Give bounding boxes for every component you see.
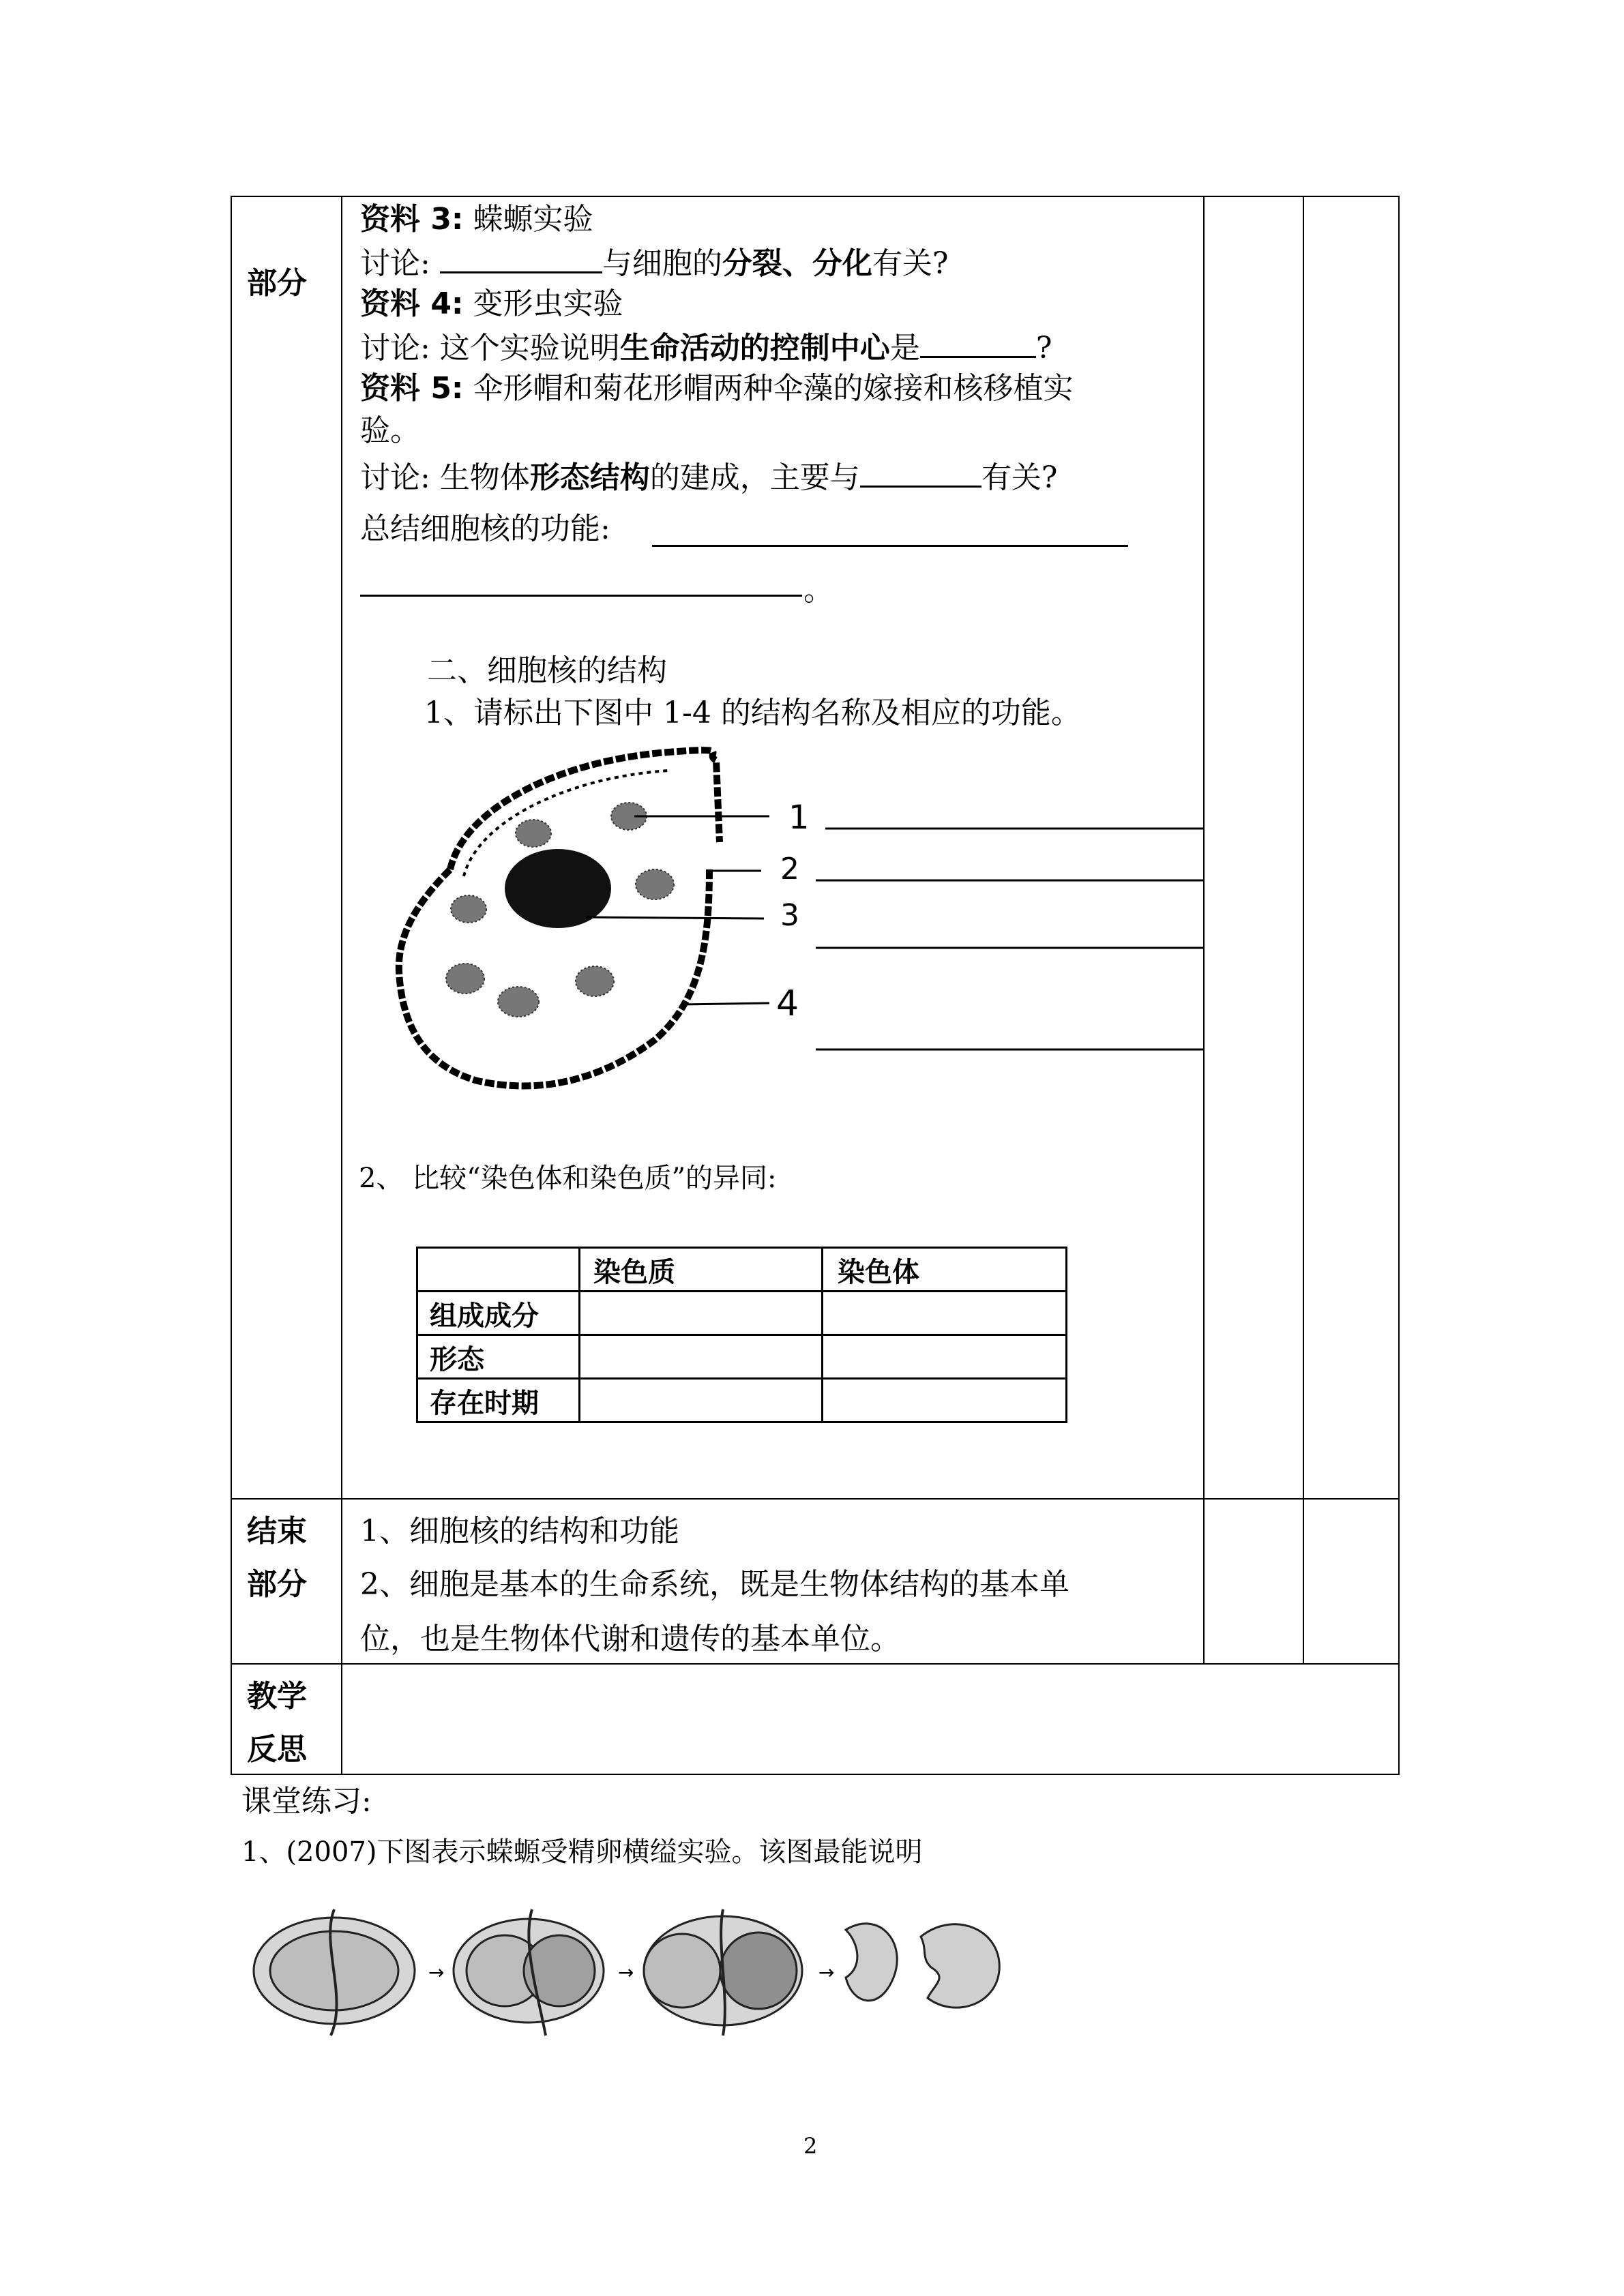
page-number: 2 [803, 2133, 818, 2159]
summary-prefix: 总结细胞核的功能: [360, 511, 610, 546]
discussion-3 [360, 244, 948, 282]
discussion-5-bold: 形态结构 [529, 460, 650, 495]
embryo-halves [846, 1924, 999, 2008]
discussion-4-end: ? [1035, 331, 1052, 366]
discussion-4-prefix: 讨论: 这个实验说明 [360, 331, 620, 366]
egg-stage-3 [644, 1909, 802, 2036]
material-5 [360, 371, 1074, 407]
svg-text:→: → [818, 1961, 835, 1984]
material-4-text: 变形虫实验 [473, 286, 623, 321]
summary-line [360, 511, 610, 548]
material-5-text2: 验。 [360, 413, 420, 448]
blank-3[interactable] [440, 244, 602, 273]
end-line-1: 1、细胞核的结构和功能 [360, 1514, 679, 1549]
row-label-part: 部分 [247, 266, 307, 301]
egg-stage-2 [454, 1909, 604, 2036]
discussion-4-middle: 是 [889, 331, 920, 366]
discussion-3-prefix: 讨论: [360, 246, 430, 281]
exercise-question-1: 1、(2007)下图表示蝾螈受精卵横缢实验。该图最能说明 [241, 1836, 923, 1868]
structure-question-1: 1、请标出下图中 1-4 的结构名称及相应的功能。 [424, 696, 1081, 730]
compare-row-composition: 组成成分 [430, 1300, 539, 1332]
discussion-3-middle: 与细胞的 [602, 246, 722, 281]
discussion-5-end: 有关? [981, 460, 1058, 495]
label-1: 1 [788, 799, 810, 837]
blank-4[interactable] [920, 329, 1036, 358]
label-3: 3 [780, 898, 799, 933]
egg-stage-1 [254, 1909, 415, 2036]
label-4: 4 [776, 983, 799, 1024]
material-4 [360, 286, 623, 323]
discussion-4-bold: 生命活动的控制中心 [619, 331, 890, 366]
compare-row-form: 形态 [430, 1344, 484, 1375]
svg-text:→: → [618, 1961, 634, 1984]
label-leaders [587, 816, 769, 1004]
compare-question: 2、 比较“染色体和染色质”的异同: [359, 1163, 777, 1194]
material-4-label: 资料 4: [360, 286, 464, 321]
end-line-3: 位，也是生物体代谢和遗传的基本单位。 [360, 1622, 900, 1656]
structure-heading: 二、细胞核的结构 [427, 653, 667, 688]
discussion-5-middle: 的建成，主要与 [649, 460, 860, 495]
discussion-3-bold: 分裂、分化 [722, 246, 872, 281]
svg-text:→: → [428, 1961, 445, 1984]
discussion-4 [360, 329, 1052, 367]
compare-header-chromatin: 染色质 [593, 1257, 675, 1288]
summary-end: 。 [803, 573, 833, 608]
material-3 [360, 202, 593, 238]
label-2: 2 [780, 852, 799, 886]
row-label-reflect-1: 教学 [247, 1679, 307, 1714]
row-label-end-2: 部分 [247, 1567, 307, 1602]
summary-blank-2[interactable] [360, 595, 802, 597]
material-3-label: 资料 3: [360, 202, 464, 237]
exercise-title: 课堂练习: [241, 1784, 372, 1819]
row-label-reflect-2: 反思 [247, 1732, 307, 1767]
summary-blank-1[interactable] [652, 545, 1128, 547]
discussion-5-prefix: 讨论: 生物体 [360, 460, 530, 495]
material-5-label: 资料 5: [360, 371, 464, 406]
material-5-text: 伞形帽和菊花形帽两种伞藻的嫁接和核移植实 [473, 371, 1074, 406]
discussion-3-end: 有关? [872, 246, 949, 281]
discussion-5 [360, 458, 1057, 496]
cell-nucleus-diagram [382, 740, 1207, 1108]
compare-row-period: 存在时期 [430, 1388, 539, 1419]
end-line-2: 2、细胞是基本的生命系统，既是生物体结构的基本单 [360, 1567, 1069, 1602]
blank-5[interactable] [860, 458, 981, 488]
newt-egg-experiment-diagram [246, 1903, 1009, 2039]
row-label-end-1: 结束 [247, 1514, 307, 1549]
answer-lines [816, 829, 1205, 1049]
compare-header-chromosome: 染色体 [838, 1257, 919, 1288]
material-3-text: 蝾螈实验 [473, 202, 593, 237]
